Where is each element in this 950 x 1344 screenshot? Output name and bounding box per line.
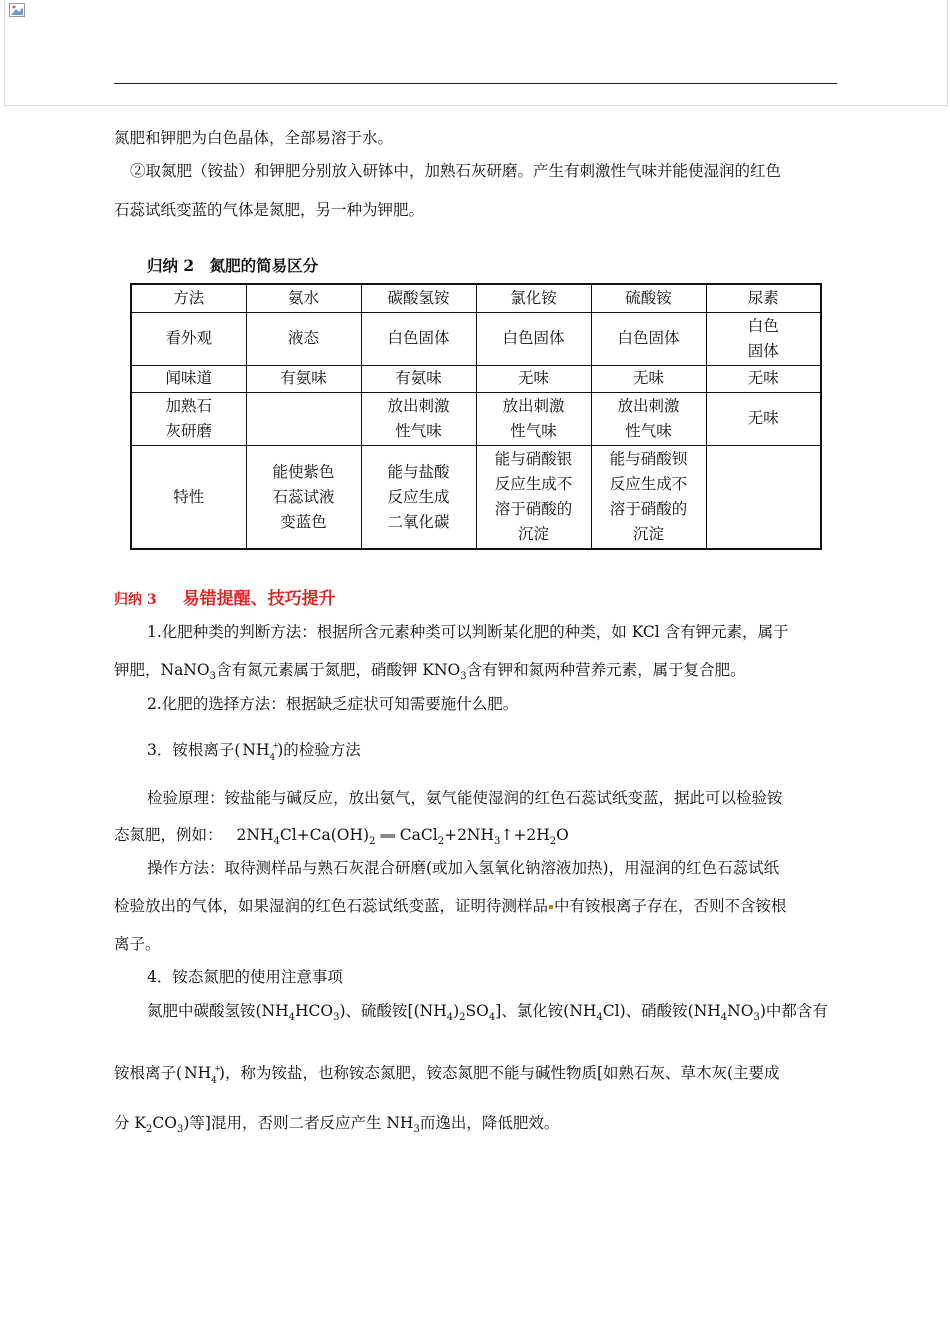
table-cell: 无味 xyxy=(706,392,821,445)
table-cell: 白色固体 xyxy=(591,312,706,365)
paragraph-grind-line2: 石蕊试纸变蓝的气体是氮肥，另一种为钾肥。 xyxy=(114,201,425,219)
table-header-row xyxy=(131,284,821,312)
table-header-cell: 硫酸铵 xyxy=(591,284,706,312)
paragraph-solubility: 氮肥和钾肥为白色晶体，全部易溶于水。 xyxy=(114,129,394,147)
table-header-cell: 方法 xyxy=(131,284,246,312)
table-cell: 能与盐酸 反应生成 二氧化碳 xyxy=(361,446,476,549)
table-cell: 无味 xyxy=(476,365,591,392)
nitrogen-fertilizer-table xyxy=(130,283,822,550)
table-cell: 白色固体 xyxy=(361,312,476,365)
principle-line2: 态氮肥，例如： $2NH_4Cl+Ca(OH)_2$ ══ $CaCl_2+2NH_3↑+2H_2O$ xyxy=(114,826,569,848)
table-cell: 白色固体 xyxy=(476,312,591,365)
operation-line3: 离子。 xyxy=(114,935,161,953)
table-cell: 有氨味 xyxy=(246,365,361,392)
table-cell: 有氨味 xyxy=(361,365,476,392)
table-cell: 特性 xyxy=(131,446,246,549)
table-row xyxy=(131,312,821,365)
tip4-heading: 4．铵态氮肥的使用注意事项 xyxy=(147,968,343,986)
operation-line2: 检验放出的气体，如果湿润的红色石蕊试纸变蓝，证明待测样品 中有铵根离子存在，否则不含铵根 xyxy=(114,897,787,915)
table-cell: 放出刺激 性气味 xyxy=(476,392,591,445)
ammonium-line1: 氮肥中碳酸氢铵$(NH_4HCO_3)$、硫酸铵$[(NH_4)_2SO_4]$、氯化铵$(NH_4Cl)$、硝酸铵$(NH_4NO_3)$中都含有 xyxy=(147,1002,828,1024)
table-cell: 加熟石 灰研磨 xyxy=(131,392,246,445)
section2-title: 归纳 2 氮肥的简易区分 xyxy=(147,256,319,275)
table-cell: 放出刺激 性气味 xyxy=(591,392,706,445)
tip1-line1: 1.化肥种类的判断方法：根据所含元素种类可以判断某化肥的种类，如 KCl 含有钾元素，属于 xyxy=(147,623,789,641)
table-cell: 能与硝酸银 反应生成不 溶于硝酸的 沉淀 xyxy=(476,446,591,549)
tip3-heading: 3．铵根离子( $NH_4$ + )的检验方法 xyxy=(147,740,361,768)
broken-image-icon xyxy=(9,3,25,17)
table-cell: 闻味道 xyxy=(131,365,246,392)
table-cell: 能与硝酸钡 反应生成不 溶于硝酸的 沉淀 xyxy=(591,446,706,549)
table-cell: 白色 固体 xyxy=(706,312,821,365)
table-header-cell: 氨水 xyxy=(246,284,361,312)
tip1-line2: 钾肥，NaNO$_3$含有氮元素属于氮肥，硝酸钾 $KNO_3$含有钾和氮两种营养元素，属于复合肥。 xyxy=(114,661,746,683)
table-header-cell: 氯化铵 xyxy=(476,284,591,312)
reaction-equation: $2NH_4Cl+Ca(OH)_2$ ══ $CaCl_2+2NH_3↑+2H_2O$ xyxy=(236,826,569,848)
page-header xyxy=(4,0,948,106)
table-row xyxy=(131,392,821,445)
table-row xyxy=(131,446,821,549)
ammonium-line3: 分 $K_2CO_3$)等]混用，否则二者反应产生 $NH_3$而逸出，降低肥效。 xyxy=(114,1114,560,1136)
ammonium-ion-formula-2: $NH_4$ + xyxy=(184,1064,221,1086)
header-rule xyxy=(114,83,837,84)
table-cell: 无味 xyxy=(706,365,821,392)
section3-label: 归纳 3 xyxy=(114,592,157,608)
ammonium-line2: 铵根离子( $NH_4$ + )，称为铵盐，也称铵态氮肥，铵态氮肥不能与碱性物质[如熟石灰、草木灰(主要成 xyxy=(114,1063,780,1091)
table-cell xyxy=(246,392,361,445)
table-header-cell: 碳酸氢铵 xyxy=(361,284,476,312)
table-cell: 能使紫色 石蕊试液 变蓝色 xyxy=(246,446,361,549)
section3-title xyxy=(114,589,336,610)
table-row xyxy=(131,365,821,392)
operation-line1: 操作方法：取待测样品与熟石灰混合研磨(或加入氢氧化钠溶液加热)，用湿润的红色石蕊试纸 xyxy=(147,859,780,877)
table-cell: 无味 xyxy=(591,365,706,392)
table-cell: 看外观 xyxy=(131,312,246,365)
ammonium-ion-formula: $NH_4$ + xyxy=(242,741,280,763)
table-cell: 放出刺激 性气味 xyxy=(361,392,476,445)
principle-line1: 检验原理：铵盐能与碱反应，放出氨气，氨气能使湿润的红色石蕊试纸变蓝，据此可以检验铵 xyxy=(147,789,783,807)
section3-heading: 易错提醒、技巧提升 xyxy=(182,589,336,609)
table-cell: 液态 xyxy=(246,312,361,365)
tip2: 2.化肥的选择方法：根据缺乏症状可知需要施什么肥。 xyxy=(147,695,519,713)
paragraph-grind-line1: ②取氮肥（铵盐）和钾肥分别放入研钵中，加熟石灰研磨。产生有刺激性气味并能使湿润的红色 xyxy=(130,162,782,180)
table-header-cell: 尿素 xyxy=(706,284,821,312)
table-cell xyxy=(706,446,821,549)
marker-dot xyxy=(549,905,553,909)
